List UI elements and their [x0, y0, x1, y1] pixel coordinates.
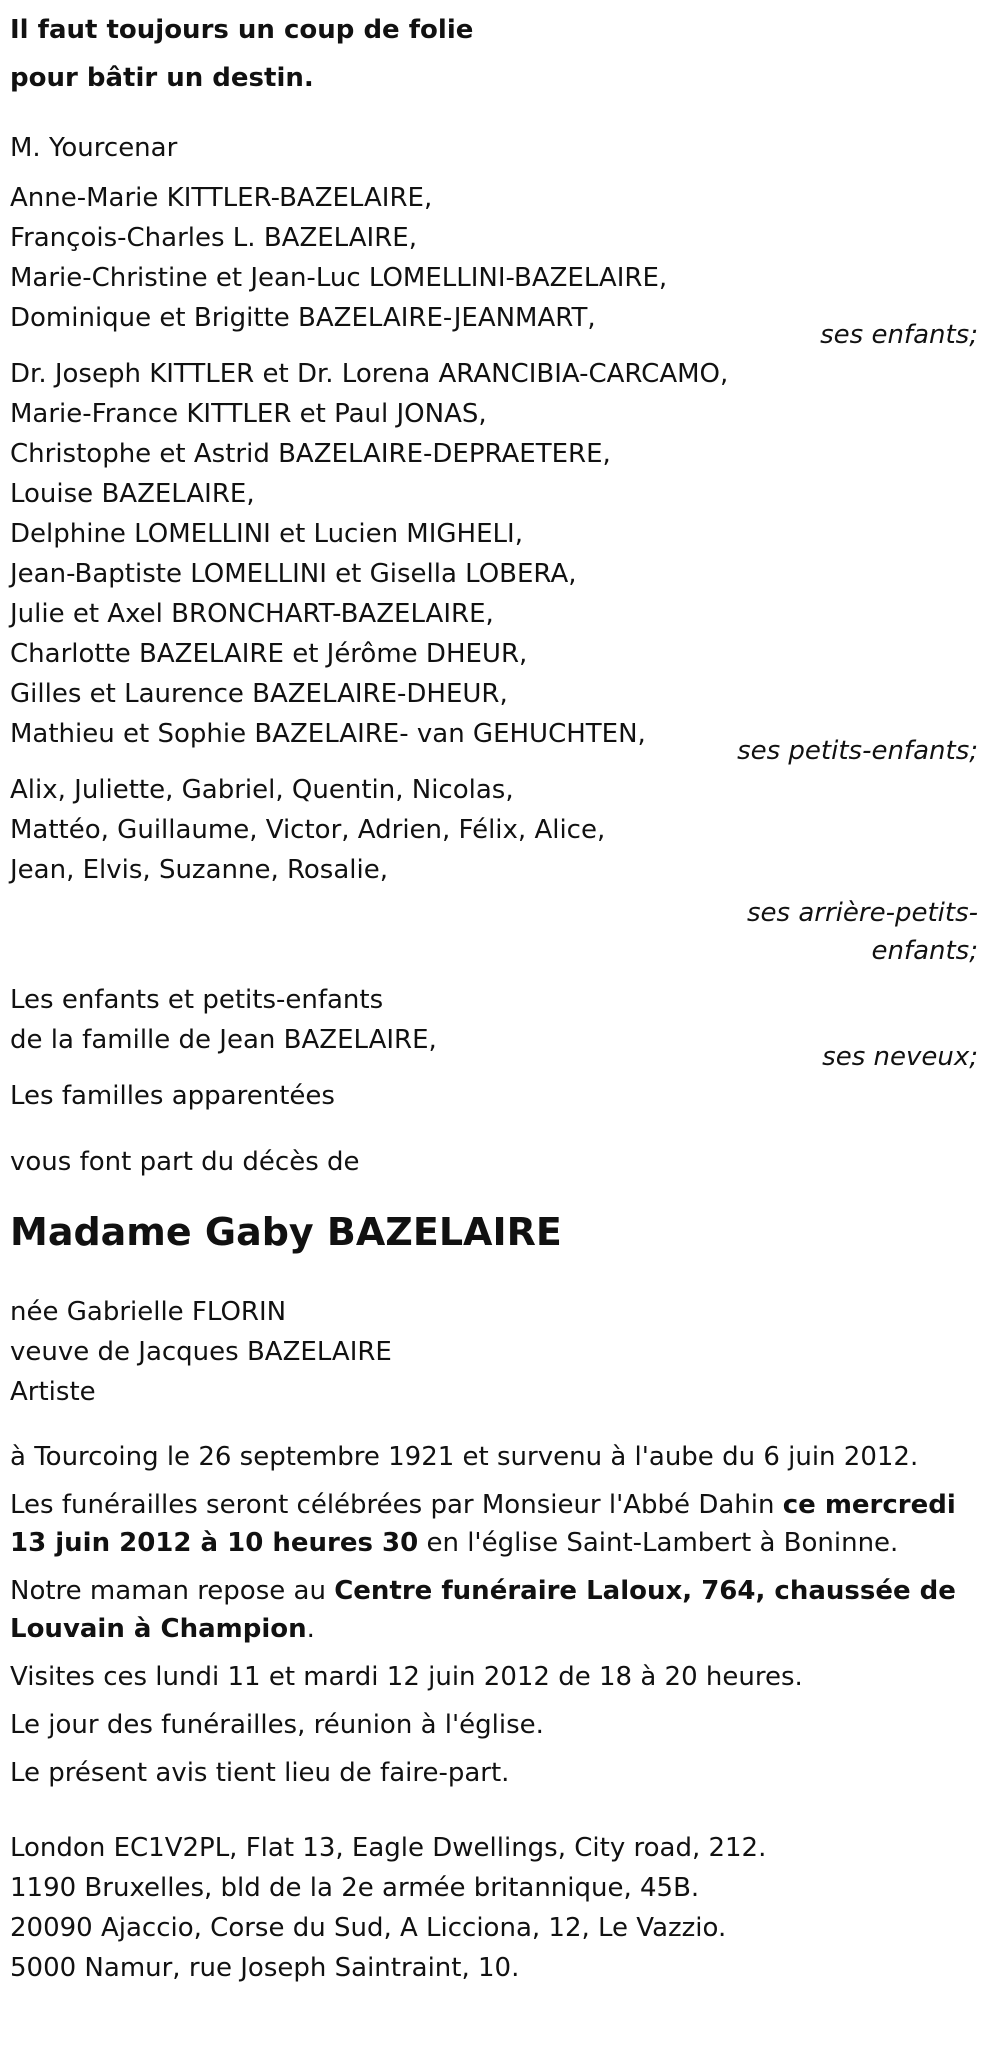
family-name-line: Jean, Elvis, Suzanne, Rosalie,	[10, 855, 388, 885]
addresses	[10, 1828, 990, 1988]
relationship-label: ses arrière-petits-	[747, 898, 978, 928]
family-name-line: Dr. Joseph KITTLER et Dr. Lorena ARANCIBIA-CARCAMO,	[10, 359, 729, 389]
family-name-line: François-Charles L. BAZELAIRE,	[10, 223, 417, 253]
epigraph-line: pour bâtir un destin.	[10, 63, 314, 93]
family-name-line: Mattéo, Guillaume, Victor, Adrien, Félix, Alice,	[10, 815, 606, 845]
relationship-label: enfants;	[871, 936, 978, 966]
children-section	[10, 178, 990, 354]
funeral-date: ce mercredi 13 juin 2012 à 10 heures 30	[10, 1490, 956, 1558]
deceased-name: Madame Gaby BAZELAIRE	[10, 1210, 562, 1254]
birth-death-info: à Tourcoing le 26 septembre 1921 et survenu à l'aube du 6 juin 2012.	[10, 1442, 919, 1472]
funeral-info	[10, 1486, 990, 1562]
family-name-line: Marie-France KITTLER et Paul JONAS,	[10, 399, 487, 429]
family-name-line: Julie et Axel BRONCHART-BAZELAIRE,	[10, 599, 494, 629]
family-name-line: de la famille de Jean BAZELAIRE,	[10, 1025, 437, 1055]
visits-info: Visites ces lundi 11 et mardi 12 juin 2012 de 18 à 20 heures.	[10, 1662, 803, 1692]
funeral-home: Centre funéraire Laloux, 764, chaussée de Louvain à Champion	[10, 1576, 956, 1644]
grandchildren-section	[10, 354, 990, 770]
address-line: 5000 Namur, rue Joseph Saintraint, 10.	[10, 1953, 520, 1983]
family-name-line: Anne-Marie KITTLER-BAZELAIRE,	[10, 183, 433, 213]
announcement-text: vous font part du décès de	[10, 1147, 360, 1177]
family-name-line: Charlotte BAZELAIRE et Jérôme DHEUR,	[10, 639, 528, 669]
deceased-occupation: Artiste	[10, 1377, 96, 1407]
relationship-label: ses enfants;	[820, 320, 978, 350]
family-name-line: Gilles et Laurence BAZELAIRE-DHEUR,	[10, 679, 508, 709]
family-name-line: Delphine LOMELLINI et Lucien MIGHELI,	[10, 519, 523, 549]
family-name-line: Marie-Christine et Jean-Luc LOMELLINI-BAZELAIRE,	[10, 263, 668, 293]
deceased-born-name: née Gabrielle FLORIN	[10, 1297, 287, 1327]
funeral-text: Les funérailles seront célébrées par Monsieur l'Abbé Dahin	[10, 1490, 783, 1520]
family-name-line: Dominique et Brigitte BAZELAIRE-JEANMART,	[10, 303, 596, 333]
family-name-line: Mathieu et Sophie BAZELAIRE- van GEHUCHTEN,	[10, 719, 646, 749]
related-families: Les familles apparentées	[10, 1081, 335, 1111]
funeral-place: en l'église Saint-Lambert à Boninne.	[418, 1528, 899, 1558]
family-name-line: Louise BAZELAIRE,	[10, 479, 255, 509]
family-name-line: Christophe et Astrid BAZELAIRE-DEPRAETERE,	[10, 439, 611, 469]
relationship-label: ses petits-enfants;	[737, 736, 978, 766]
address-line: London EC1V2PL, Flat 13, Eagle Dwellings, City road, 212.	[10, 1833, 767, 1863]
relationship-label: ses neveux;	[822, 1042, 978, 1072]
great-grandchildren-section	[10, 770, 990, 970]
address-line: 1190 Bruxelles, bld de la 2e armée britannique, 45B.	[10, 1873, 700, 1903]
rest-end: .	[306, 1614, 315, 1644]
family-name-line: Jean-Baptiste LOMELLINI et Gisella LOBERA,	[10, 559, 577, 589]
epigraph	[10, 6, 990, 102]
epigraph-author: M. Yourcenar	[10, 133, 178, 163]
meeting-info: Le jour des funérailles, réunion à l'église.	[10, 1710, 544, 1740]
family-name-line: Les enfants et petits-enfants	[10, 985, 384, 1015]
family-name-line: Alix, Juliette, Gabriel, Quentin, Nicolas,	[10, 775, 514, 805]
nephews-section	[10, 980, 990, 1076]
epigraph-line: Il faut toujours un coup de folie	[10, 15, 474, 45]
notice-info: Le présent avis tient lieu de faire-part.	[10, 1758, 510, 1788]
address-line: 20090 Ajaccio, Corse du Sud, A Licciona, 12, Le Vazzio.	[10, 1913, 727, 1943]
rest-info	[10, 1572, 990, 1648]
deceased-widow-of: veuve de Jacques BAZELAIRE	[10, 1337, 392, 1367]
rest-text: Notre maman repose au	[10, 1576, 335, 1606]
